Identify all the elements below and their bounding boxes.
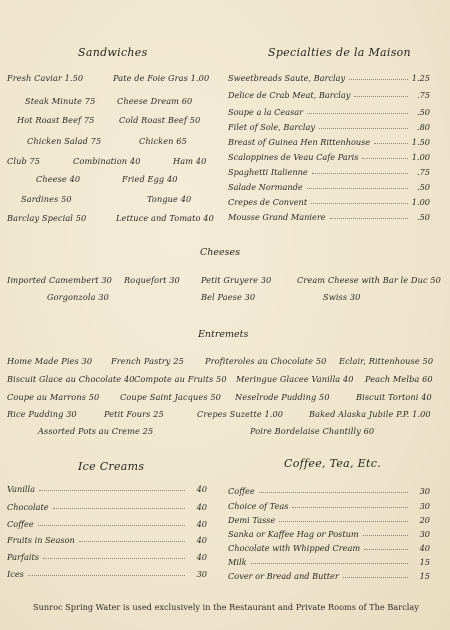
specialty-price: .75 <box>416 167 430 177</box>
ice-cream-price: 40 <box>196 535 207 545</box>
entremet-item: Coupe au Marrons 50 <box>7 392 100 402</box>
sandwich-item: Sardines 50 <box>21 194 72 204</box>
entremet-item: Compote au Fruits 50 <box>134 374 227 384</box>
sandwich-item: Ham 40 <box>173 156 207 166</box>
specialty-price: .50 <box>416 212 430 222</box>
specialty-price: 1.00 <box>411 152 430 162</box>
coffee-price: 30 <box>419 486 430 496</box>
ice-cream-name: Chocolate <box>7 502 49 512</box>
entremet-item: Coupe Saint Jacques 50 <box>120 392 221 402</box>
specialty-row <box>228 167 430 177</box>
sandwich-item: Cold Roast Beef 50 <box>119 115 201 125</box>
coffee-name: Coffee <box>228 486 255 496</box>
coffee-price: 20 <box>419 515 430 525</box>
entremet-item: Neselrode Pudding 50 <box>235 392 330 402</box>
ice-cream-price: 40 <box>196 552 207 562</box>
ice-creams-title: Ice Creams <box>78 460 145 473</box>
entremet-item: Crepes Suzette 1.00 <box>197 409 284 419</box>
coffee-row <box>228 501 430 511</box>
ice-cream-row <box>7 484 207 494</box>
entremet-item: Poire Bordelaise Chantilly 60 <box>250 426 375 436</box>
ice-cream-price: 30 <box>196 569 207 579</box>
ice-cream-name: Ices <box>7 569 24 579</box>
specialty-row <box>228 73 430 83</box>
specialty-price: 1.00 <box>411 197 430 207</box>
coffee-name: Sanka or Kaffee Hag or Postum <box>228 529 359 539</box>
specialty-row <box>228 122 430 132</box>
ice-cream-name: Coffee <box>7 519 34 529</box>
ice-cream-row <box>7 519 207 529</box>
coffee-row <box>228 571 430 581</box>
specialty-price: 1.25 <box>411 73 430 83</box>
specialty-row <box>228 182 430 192</box>
coffee-name: Milk <box>228 557 247 567</box>
coffee-price: 30 <box>419 501 430 511</box>
specialty-name: Filet of Sole, Barclay <box>228 122 315 132</box>
ice-cream-row <box>7 552 207 562</box>
specialty-price: .80 <box>416 122 430 132</box>
specialties-title: Specialties de la Maison <box>268 46 411 59</box>
coffee-name: Demi Tasse <box>228 515 276 525</box>
entremet-item: French Pastry 25 <box>111 356 184 366</box>
coffee-row <box>228 529 430 539</box>
sandwich-item: Chicken Salad 75 <box>27 136 102 146</box>
specialty-price: .75 <box>416 90 430 100</box>
coffee-name: Chocolate with Whipped Cream <box>228 543 361 553</box>
sandwich-item: Tongue 40 <box>147 194 192 204</box>
specialty-price: 1.50 <box>411 137 430 147</box>
sandwich-item: Pate de Foie Gras 1.00 <box>113 73 210 83</box>
sandwich-item: Combination 40 <box>73 156 141 166</box>
specialty-name: Sweetbreads Saute, Barclay <box>228 73 346 83</box>
coffee-name: Choice of Teas <box>228 501 289 511</box>
entremet-item: Assorted Pots au Creme 25 <box>38 426 154 436</box>
ice-cream-price: 40 <box>196 484 207 494</box>
sandwich-item: Cheese Dream 60 <box>117 96 193 106</box>
entremet-item: Profiteroles au Chocolate 50 <box>205 356 327 366</box>
coffee-price: 15 <box>419 571 430 581</box>
specialty-price: .50 <box>416 107 430 117</box>
sandwich-item: Steak Minute 75 <box>25 96 96 106</box>
coffee-name: Cover or Bread and Butter <box>228 571 339 581</box>
ice-cream-row <box>7 502 207 512</box>
specialty-name: Breast of Guinea Hen Rittenhouse <box>228 137 371 147</box>
cheese-item: Cream Cheese with Bar le Duc 50 <box>297 275 441 285</box>
coffee-tea-title: Coffee, Tea, Etc. <box>284 457 381 470</box>
sandwich-item: Lettuce and Tomato 40 <box>116 213 214 223</box>
entremet-item: Biscuit Tortoni 40 <box>356 392 432 402</box>
coffee-price: 40 <box>419 543 430 553</box>
sandwiches-title: Sandwiches <box>78 46 148 59</box>
specialty-row <box>228 197 430 207</box>
sandwich-item: Chicken 65 <box>139 136 187 146</box>
entremet-item: Petit Fours 25 <box>104 409 164 419</box>
specialty-name: Salade Normande <box>228 182 303 192</box>
cheese-item: Roquefort 30 <box>124 275 180 285</box>
entremet-item: Rice Pudding 30 <box>7 409 77 419</box>
entremet-item: Meringue Glacee Vanilla 40 <box>236 374 354 384</box>
entremet-item: Baked Alaska Jubile P.P. 1.00 <box>309 409 431 419</box>
ice-cream-price: 40 <box>196 502 207 512</box>
ice-cream-name: Fruits in Season <box>7 535 75 545</box>
ice-cream-row <box>7 569 207 579</box>
specialty-name: Crepes de Convent <box>228 197 308 207</box>
specialty-name: Mousse Grand Maniere <box>228 212 326 222</box>
specialty-row <box>228 212 430 222</box>
specialty-row <box>228 137 430 147</box>
footer-note: Sunroc Spring Water is used exclusively in the Restaurant and Private Rooms of The Barclay <box>33 602 419 612</box>
ice-cream-name: Vanilla <box>7 484 36 494</box>
cheese-item: Gorgonzola 30 <box>47 292 109 302</box>
cheese-item: Imported Camembert 30 <box>7 275 112 285</box>
coffee-price: 15 <box>419 557 430 567</box>
coffee-price: 30 <box>419 529 430 539</box>
ice-cream-row <box>7 535 207 545</box>
cheese-item: Swiss 30 <box>323 292 361 302</box>
sandwich-item: Fried Egg 40 <box>122 174 178 184</box>
specialty-row <box>228 90 430 100</box>
specialty-name: Soupe a la Ceasar <box>228 107 304 117</box>
coffee-row <box>228 515 430 525</box>
ice-cream-name: Parfaits <box>7 552 39 562</box>
sandwich-item: Barclay Special 50 <box>7 213 87 223</box>
entremet-item: Peach Melba 60 <box>365 374 433 384</box>
sandwich-item: Hot Roast Beef 75 <box>17 115 95 125</box>
specialty-row <box>228 107 430 117</box>
ice-cream-price: 40 <box>196 519 207 529</box>
specialty-name: Spaghetti Italienne <box>228 167 308 177</box>
sandwich-item: Cheese 40 <box>36 174 81 184</box>
entremets-title: Entremets <box>198 329 249 340</box>
coffee-row <box>228 543 430 553</box>
entremet-item: Eclair, Rittenhouse 50 <box>339 356 434 366</box>
specialty-price: .50 <box>416 182 430 192</box>
cheese-item: Petit Gruyere 30 <box>201 275 272 285</box>
cheeses-title: Cheeses <box>200 247 241 258</box>
sandwich-item: Club 75 <box>7 156 41 166</box>
coffee-row <box>228 557 430 567</box>
specialty-name: Delice de Crab Meat, Barclay <box>228 90 351 100</box>
specialty-name: Scaloppines de Veau Cafe Paris <box>228 152 359 162</box>
cheese-item: Bel Paese 30 <box>201 292 256 302</box>
sandwich-item: Fresh Caviar 1.50 <box>7 73 84 83</box>
coffee-row <box>228 486 430 496</box>
specialty-row <box>228 152 430 162</box>
entremet-item: Home Made Pies 30 <box>7 356 93 366</box>
entremet-item: Biscuit Glace au Chocolate 40 <box>7 374 135 384</box>
